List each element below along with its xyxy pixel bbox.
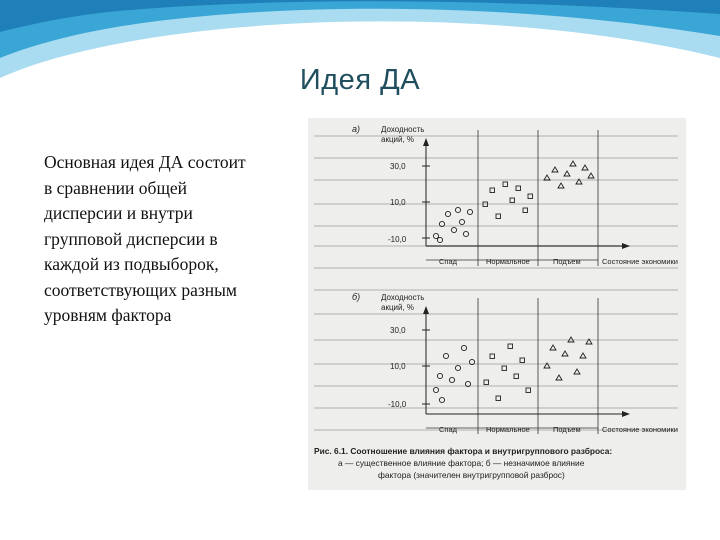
background-text-lines [314, 136, 678, 430]
panel-a-ylabel-line1: Доходность [381, 125, 425, 134]
slide-title: Идея ДА [299, 64, 421, 96]
panel-a-ytick: 10,0 [390, 198, 406, 207]
panel-a-markers-square [483, 182, 533, 219]
body-line: групповой дисперсии в [44, 228, 218, 249]
panel-b-ytick: 30,0 [390, 326, 406, 335]
body-line: в сравнении общей [44, 177, 188, 198]
panel-a-label: а) [352, 124, 361, 134]
panel-a-category: Подъем [553, 257, 581, 266]
figure-caption-line: Рис. 6.1. Соотношение влияния фактора и внутригруппового разброса: [314, 446, 613, 456]
panel-b-ylabel-line1: Доходность [381, 293, 425, 302]
panel-a-y-arrow [423, 138, 429, 146]
scanned-figure [308, 118, 686, 490]
panel-a-ylabel-line2: акций, % [381, 135, 415, 144]
panel-b-category: Спад [439, 425, 458, 434]
panel-a-ytick: -10,0 [388, 235, 407, 244]
body-line: дисперсии и внутри [44, 203, 193, 223]
panel-b-ylabel-line2: акций, % [381, 303, 415, 312]
panel-b-markers-square [484, 344, 531, 401]
panel-a-category: Спад [439, 257, 458, 266]
panel-b-category: Нормальное [486, 425, 530, 434]
body-line: уровням фактора [44, 305, 172, 325]
slide-body-text [44, 150, 306, 329]
panel-a [352, 124, 678, 266]
figure-caption-line: фактора (значителен внутригрупповой разброс) [378, 470, 565, 480]
body-line: Основная идея ДА состоит [44, 152, 246, 172]
panel-a-ytick: 30,0 [390, 162, 406, 171]
figure-drawing [308, 118, 686, 490]
panel-a-category: Нормальное [486, 257, 530, 266]
panel-b-ytick: 10,0 [390, 362, 406, 371]
panel-b-category: Подъем [553, 425, 581, 434]
panel-b-markers-circle [433, 345, 474, 402]
panel-b-markers-triangle [544, 337, 592, 380]
panel-a-category: Состояние экономики [602, 257, 678, 266]
body-line: соответствующих разным [44, 279, 237, 300]
panel-b-ytick: -10,0 [388, 400, 407, 409]
panel-a-markers-triangle [544, 161, 594, 188]
panel-b-label: б) [352, 292, 361, 302]
body-line: каждой из подвыборок, [44, 254, 219, 274]
figure-caption-line: а — существенное влияние фактора; б — незначимое влияние [338, 458, 585, 468]
panel-b-category: Состояние экономики [602, 425, 678, 434]
